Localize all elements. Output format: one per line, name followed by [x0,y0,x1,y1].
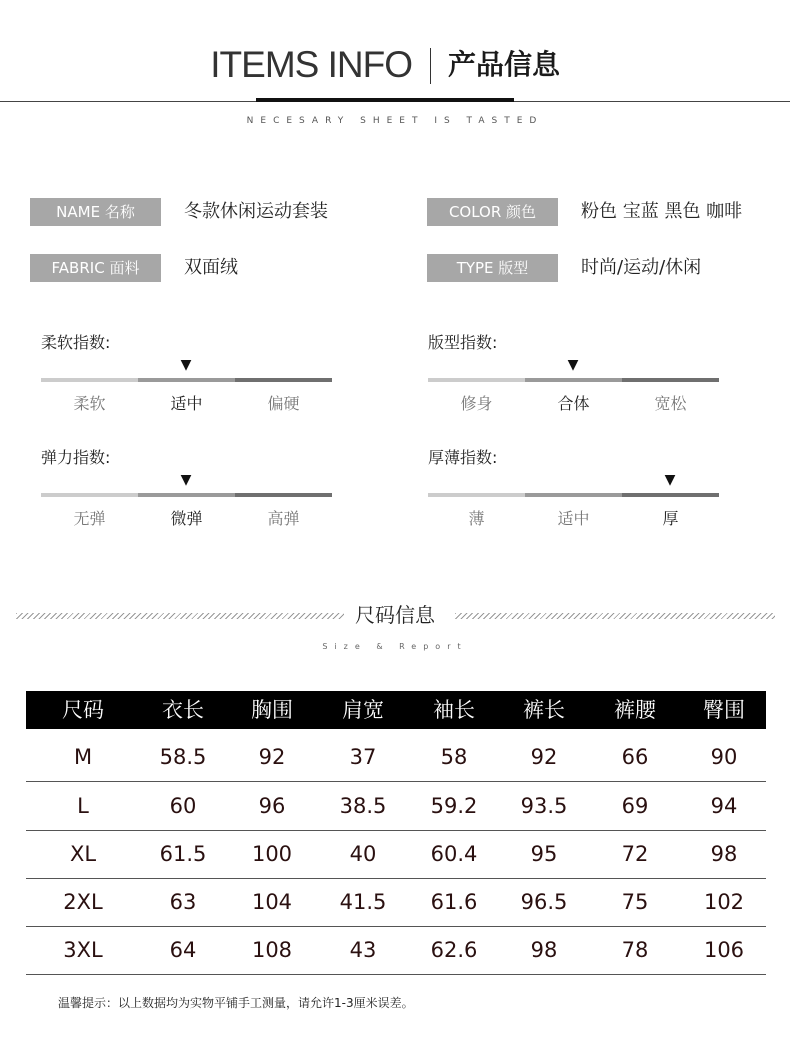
table-header-cell: 胸围 [251,698,293,722]
table-cell: 102 [703,890,745,914]
scale-segment-high [622,378,719,382]
scale-option: 修身 [460,394,493,413]
table-cell: 108 [251,938,293,962]
scale-option: 薄 [468,509,485,528]
table-cell: L [77,794,89,818]
scale-segment-mid [138,378,235,382]
table-cell: 96.5 [520,890,568,914]
table-header-cell: 尺码 [62,698,104,722]
table-cell: 61.6 [430,890,478,914]
scale-option: 微弹 [170,509,203,528]
scale-bar [428,493,719,497]
fit-scale [428,330,719,420]
scale-indicator-arrow: ▼ [567,357,579,373]
table-cell: 93.5 [520,794,568,818]
table-cell: 96 [258,794,286,818]
scale-bar [41,378,332,382]
measurement-note: 温馨提示：以上数据均为实物平铺手工测量，请允许1-3厘米误差。 [58,996,414,1010]
size-section-subtitle: Size & Report [322,642,468,651]
scale-option: 厚 [662,509,679,528]
scale-indicator-arrow: ▼ [664,472,676,488]
header-accent-bar [256,98,514,102]
table-cell: 75 [621,890,649,914]
fabric-tag: FABRIC 面料 [30,254,161,282]
table-cell: 92 [258,745,286,769]
table-cell: 38.5 [339,794,387,818]
table-row [26,878,766,927]
table-cell: 98 [710,842,738,866]
table-cell: 95 [530,842,558,866]
table-cell: 90 [710,745,738,769]
table-cell: 60.4 [430,842,478,866]
scale-segment-high [235,493,332,497]
color-value: 粉色 宝蓝 黑色 咖啡 [581,201,743,222]
thickness-scale [428,445,719,535]
table-row [26,830,766,879]
scale-segment-low [41,493,138,497]
color-tag: COLOR 颜色 [427,198,558,226]
scale-segment-high [235,378,332,382]
scale-label: 弹力指数: [41,448,111,467]
type-value: 时尚/运动/休闲 [581,257,702,278]
table-header-cell: 裤长 [523,698,565,722]
scale-indicator-arrow: ▼ [180,472,192,488]
scale-label: 版型指数: [428,333,498,352]
table-cell: 2XL [63,890,103,914]
scale-option: 宽松 [654,394,687,413]
table-cell: 58 [440,745,468,769]
table-cell: 72 [621,842,649,866]
scale-option: 适中 [170,394,203,413]
type-tag: TYPE 版型 [427,254,558,282]
table-cell: 59.2 [430,794,478,818]
scale-bar [428,378,719,382]
scale-option: 适中 [557,509,590,528]
scale-bar [41,493,332,497]
table-cell: 66 [621,745,649,769]
table-cell: 64 [169,938,197,962]
scale-segment-low [428,378,525,382]
table-row [26,926,766,975]
table-cell: 106 [703,938,745,962]
table-header-cell: 臀围 [703,698,745,722]
table-cell: M [73,745,93,769]
scale-label: 柔软指数: [41,333,111,352]
scale-segment-mid [525,378,622,382]
size-table-header [26,691,766,729]
table-cell: 40 [349,842,377,866]
scale-segment-low [41,378,138,382]
title-divider [430,48,431,84]
table-cell: 62.6 [430,938,478,962]
elasticity-scale [41,445,332,535]
table-cell: 104 [251,890,293,914]
size-section-title: 尺码信息 [355,603,435,627]
scale-indicator-arrow: ▼ [180,357,192,373]
scale-option: 高弹 [267,509,300,528]
table-cell: 100 [251,842,293,866]
table-cell: 61.5 [159,842,207,866]
table-cell: 37 [349,745,377,769]
table-cell: 69 [621,794,649,818]
table-header-cell: 衣长 [162,698,204,722]
scale-option: 无弹 [73,509,106,528]
table-cell: 58.5 [159,745,207,769]
softness-scale [41,330,332,420]
table-cell: 92 [530,745,558,769]
table-cell: 94 [710,794,738,818]
table-cell: 98 [530,938,558,962]
table-cell: 3XL [63,938,103,962]
table-cell: 41.5 [339,890,387,914]
table-cell: 63 [169,890,197,914]
title-english: ITEMS INFO [210,44,412,85]
scale-label: 厚薄指数: [428,448,498,467]
table-row [26,782,766,831]
scale-option: 合体 [557,394,590,413]
scale-option: 柔软 [73,394,106,413]
table-cell: XL [69,842,97,866]
table-cell: 78 [621,938,649,962]
table-row [26,733,766,782]
name-tag: NAME 名称 [30,198,161,226]
fabric-value: 双面绒 [184,257,238,278]
table-header-cell: 肩宽 [342,698,384,722]
table-header-cell: 袖长 [433,698,475,722]
scale-segment-high [622,493,719,497]
header-tagline: NECESARY SHEET IS TASTED [246,116,544,126]
title-chinese: 产品信息 [448,48,561,81]
table-header-cell: 裤腰 [614,698,656,722]
table-cell: 43 [349,938,377,962]
scale-segment-low [428,493,525,497]
scale-option: 偏硬 [267,394,300,413]
name-value: 冬款休闲运动套装 [184,201,328,222]
scale-segment-mid [138,493,235,497]
scale-segment-mid [525,493,622,497]
table-cell: 60 [169,794,197,818]
